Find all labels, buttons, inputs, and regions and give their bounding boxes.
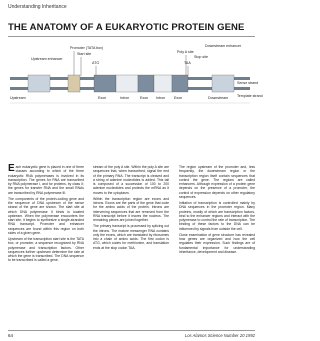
downstream-enhancer-block xyxy=(212,75,234,92)
exon-1-block xyxy=(94,75,116,92)
paragraph: The components of the protein-coding gene and the sequence of DNA upstream of the sense strand of the gene are shown. The start site at which DNA polymerase II binds is located upstream. When the polymerase encounters the start site, it begins to synthesize a single-stranded RNA transcript. Promoter and enhancer sequences are found within this region on both sides of a given gene. xyxy=(8,196,84,235)
exon-2-block xyxy=(138,75,154,92)
promoter-label: Promoter (TATA box) xyxy=(70,46,104,50)
text-column-3 xyxy=(179,165,255,325)
paragraph: Each eukaryotic gene is placed in one of three classes according to which of the three eukaryotic RNA polymerases is involved in its transcription. The genes for RNA are transcribed by RNA polymerase I, and for proteins, by class II; the genes for transfer RNA and the small RNAs are transcribed by RNA polymerase III. xyxy=(8,163,84,195)
exon-2-label: Exon xyxy=(140,96,149,100)
paragraph: The primary transcript is processed by splicing out the introns. The mature messenger RNA contains only the exons, which are translated by ribosomes into a chain of amino acids. The first codon is ATG, which codes for methionine, and translation ends at the stop codon TAA. xyxy=(93,224,169,250)
paragraph: Within the transcription region are exons and introns. Exons are the parts of the gene that code for the amino acids of the protein. Introns are intervening sequences that are removed from the RNA transcript before it leaves the nucleus. The remaining pieces are joined together. xyxy=(93,196,169,222)
paragraph: Initiation of transcription is controlled mainly by DNA sequences in the promoter region. Many proteins, mostly of which are transcription factors, bind to the enhancer regions and interact with the polymerase to control the rate of transcription. The binding of these factors to the DNA can be influenced by signals from outside the cell. xyxy=(179,201,255,231)
upstream-enhancer-label: Upstream enhancer xyxy=(31,57,63,61)
source-line: Los Alamos Science Number 20 1992 xyxy=(184,333,255,338)
intron-1-block xyxy=(116,75,138,92)
paragraph: Upstream of the transcription start site is the TATA box, or promoter, a sequence recognized by RNA polymerase and transcription factors. Other sequences further upstream determine the rate at which the gene is transcribed. The DNA sequence to be transcribed is called a gene. xyxy=(8,237,84,263)
start-site-label: Start site xyxy=(77,52,92,56)
sense-strand-label: Sense strand xyxy=(237,81,259,85)
intron-2-block xyxy=(154,75,172,92)
atg-label: ATG xyxy=(92,61,100,65)
text-column-1 xyxy=(8,165,84,325)
gene-diagram xyxy=(8,39,263,163)
promoter-block xyxy=(68,75,80,92)
exon-3-label: Exon xyxy=(174,96,183,100)
taa-label: TAA xyxy=(184,61,191,65)
template-strand-label: Template strand xyxy=(237,94,263,98)
running-head: Understanding Inheritance xyxy=(8,4,67,10)
page-number: 64 xyxy=(8,333,14,338)
intron-2-label: Intron xyxy=(156,96,166,100)
poly-a-site-label: Poly A site xyxy=(177,50,194,54)
exon-1-label: Exon xyxy=(98,96,107,100)
page-title: THE ANATOMY OF A EUKARYOTIC PROTEIN GENE xyxy=(8,22,245,33)
intron-1-label: Intron xyxy=(120,96,130,100)
stop-site-label: Stop site xyxy=(194,55,208,59)
paragraph: stream of the poly A site. Within the poly A site are sequences that, when transcribed, signal the end of the primary RNA. The transcript is cleaved and a string of adenine nucleotides is added. This tail is composed of a succession of 100 to 200 adenine nucleotides and protects the mRNA as it moves to the cytoplasm. xyxy=(93,165,169,195)
paragraph: The region upstream of the promoter and, less frequently, the downstream region or the transcription region itself contain sequences that control the gene. The regions are called enhancers. Although expression of a protein gene depends on the presence of a promoter, the control of expression depends on other regulatory sequences. xyxy=(179,165,255,199)
footer-divider xyxy=(8,330,255,331)
upstream-enhancer-block xyxy=(28,75,50,92)
paragraph: Close examination of gene structure has revealed how genes are organized and how the cell regulates their expression. Such findings are of fundamental importance for understanding inheritance, development and disease. xyxy=(179,232,255,254)
text-column-2 xyxy=(93,165,169,325)
drop-cap: E xyxy=(8,163,15,174)
downstream-enhancer-label: Downstream enhancer xyxy=(205,44,242,48)
exon-3-block xyxy=(172,75,188,92)
upstream-label: Upstream xyxy=(10,96,26,100)
downstream-label: Downstream xyxy=(208,96,229,100)
title-divider xyxy=(8,36,255,37)
